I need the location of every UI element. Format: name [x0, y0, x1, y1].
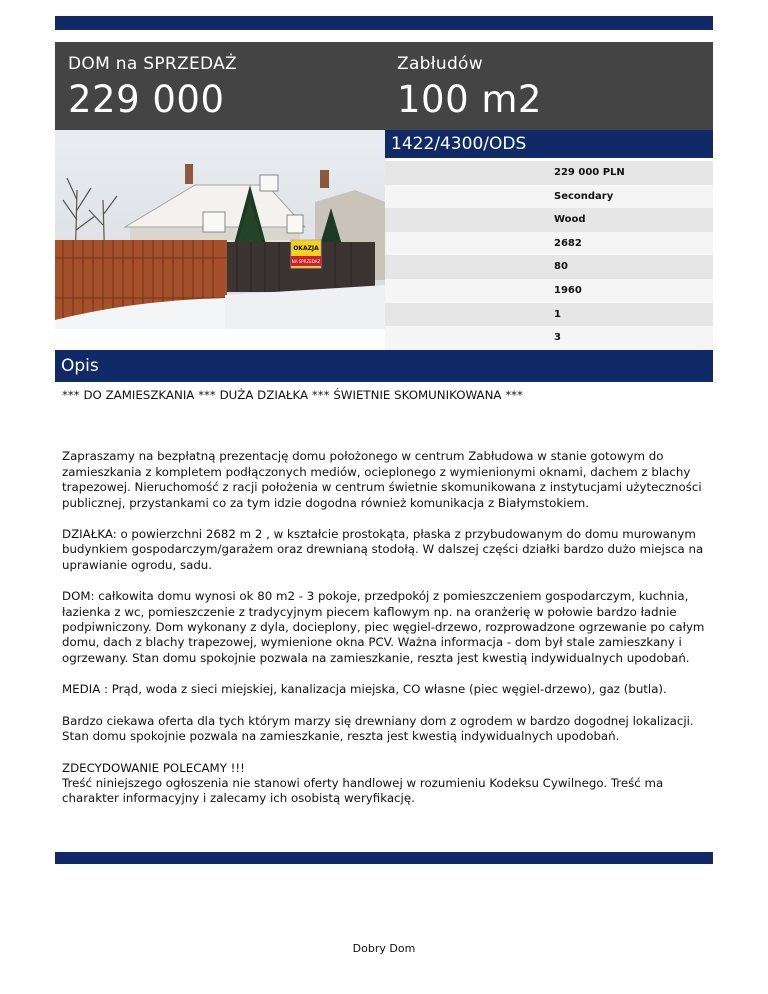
listing-type: DOM na SPRZEDAŻ [68, 54, 237, 74]
details-list [385, 161, 713, 350]
price-block [68, 54, 237, 122]
area: 100 m2 [397, 78, 542, 121]
detail-floors: 1 [385, 303, 713, 327]
sale-sign-subtext: NA SPRZEDAŻ [291, 259, 321, 264]
detail-market: Secondary [385, 185, 713, 209]
description-paragraph: Zapraszamy na bezpłatną prezentację domu położonego w centrum Zabłudowa w stanie gotowym do zamieszkania z kompletem podłączonych mediów, ocieplonego z wymienionymi oknami, dachem z blachy trapezowej. Nieruchomość z racji położenia w centrum świetnie skomunikowana z instytucjami użyteczności publicznej, przystankami co za tym idzie dogodna również komunikacja z Białymstokiem. [62, 449, 702, 510]
description-disclaimer: Treść niniejszego ogłoszenia nie stanowi oferty handlowej w rozumieniu Kodeksu Cywilnego. Treść ma charakter informacyjny i zalecamy ich osobistą weryfikację. [62, 775, 664, 806]
location: Zabłudów [397, 54, 483, 74]
detail-usable-area: 80 [385, 255, 713, 279]
description-title: Opis [55, 350, 713, 382]
sale-sign-text: OKAZJA [293, 245, 319, 252]
detail-rooms: 3 [385, 326, 713, 350]
detail-price: 229 000 PLN [385, 161, 713, 185]
description-paragraph: DZIAŁKA: o powierzchni 2682 m 2 , w kształcie prostokąta, płaska z przybudowanym do domu murowanym budynkiem gospodarczym/garażem oraz drewnianą stodołą. W dalszej części działki bardzo dużo miejsca na uprawianie ogrodu, sadu. [62, 527, 704, 572]
footer-agency-name: Dobry Dom [352, 942, 416, 955]
location-block [397, 54, 542, 122]
description-recommendation: ZDECYDOWANIE POLECAMY !!! [62, 760, 245, 775]
reference-number: 1422/4300/ODS [385, 130, 713, 158]
top-accent-bar [55, 16, 713, 30]
description-paragraph: DOM: całkowita domu wynosi ok 80 m2 - 3 pokoje, przedpokój z pomieszczeniem gospodarczym, kuchnia, łazienka z wc, pomieszczenie z tradycyjnym piecem kaflowym np. na oranżerię w połowie bardzo ładnie podpiwniczony. Dom wykonany z dyla, docieplony, piec węgiel-drzewo, rozprowadzone ogrzewanie po całym domu, dach z blachy trapezowej, wymienione okna PCV. Ważna informacja - dom był stale zamieszkany i ogrzewany. Stan domu spokojnie pozwala na zamieszkanie, reszta jest kwestią indywidualnych upodobań. [62, 589, 705, 665]
description-paragraph: Bardzo ciekawa oferta dla tych którym marzy się drewniany dom z ogrodem w bardzo dogodnej lokalizacji. Stan domu spokojnie pozwala na zamieszkanie, reszta jest kwestią indywidualnych upodobań. [62, 713, 694, 744]
bottom-accent-bar [55, 852, 713, 864]
detail-material: Wood [385, 208, 713, 232]
description-headline: *** DO ZAMIESZKANIA *** DUŻA DZIAŁKA *** ŚWIETNIE SKOMUNIKOWANA *** [62, 388, 523, 402]
description-paragraph: MEDIA : Prąd, woda z sieci miejskiej, kanalizacja miejska, CO własne (piec węgiel-drzewo), gaz (butla). [62, 682, 667, 697]
property-photo [55, 130, 385, 329]
detail-year-built: 1960 [385, 279, 713, 303]
price: 229 000 [68, 78, 225, 121]
detail-plot-area: 2682 [385, 232, 713, 256]
description [62, 388, 710, 807]
listing-header [55, 42, 713, 130]
